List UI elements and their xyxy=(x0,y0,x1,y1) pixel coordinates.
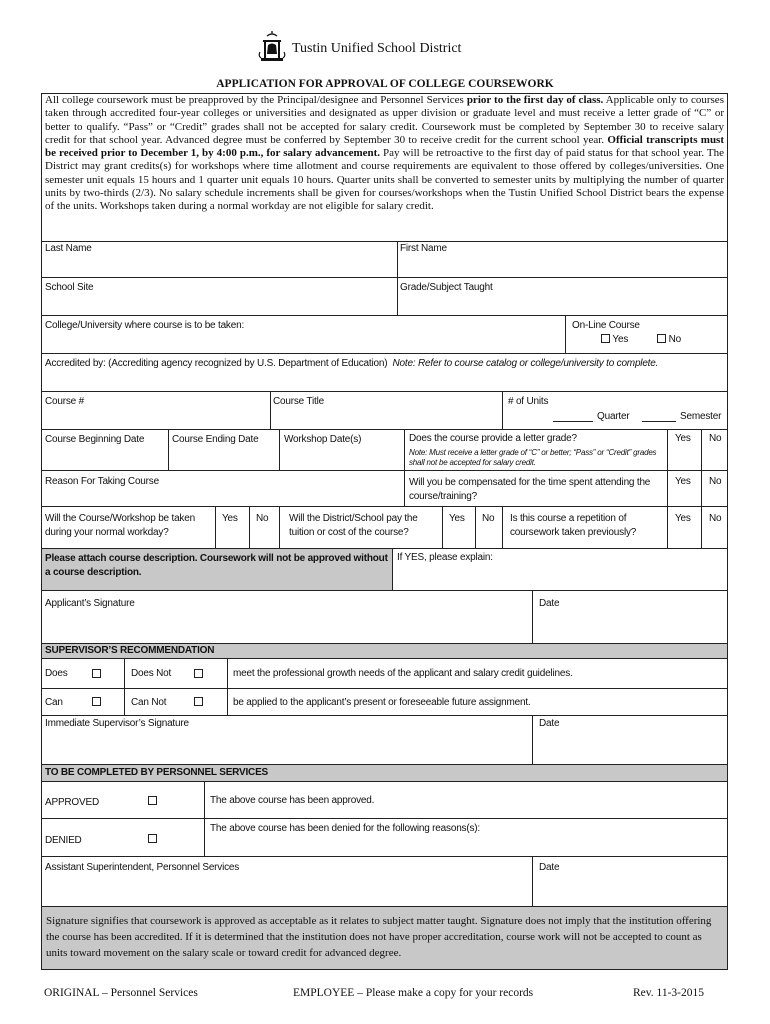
online-no-option[interactable] xyxy=(657,334,681,346)
form-title: APPLICATION FOR APPROVAL OF COLLEGE COURSEWORK xyxy=(216,78,554,90)
district-pay-no[interactable]: No xyxy=(482,513,495,524)
last-name-label: Last Name xyxy=(45,243,92,254)
personnel-date-label: Date xyxy=(539,862,560,873)
footer-original: ORIGINAL – Personnel Services xyxy=(44,987,198,999)
during-workday-yes[interactable]: Yes xyxy=(222,513,238,524)
instructions-text-3: Pay will be retroactive to the first day of paid status for that school year. The District may grant credits(s) for workshops where time allotment and course requirements are equivalent to those offered by colleges/universities. One semester unit equals 15 hours and 1 quarter unit equals 10 hours. Quarter units shall be converted to semester units by multiplying the number of quarter units by two-thirds (2/3). No salary schedule increments shall be given for courses/workshops when the Tustin Unified School District bears the expense of the units. Workshops taken during a normal workday are not eligible for salary credit. xyxy=(45,147,724,213)
accredited-by-row xyxy=(45,358,658,370)
does-not-checkbox[interactable] xyxy=(194,669,203,678)
online-no-label: No xyxy=(668,334,681,345)
accredited-note: Note: Refer to course catalog or college/university to complete. xyxy=(392,358,659,369)
grade-subject-label: Grade/Subject Taught xyxy=(400,282,493,293)
school-site-label: School Site xyxy=(45,282,94,293)
repetition-yes[interactable]: Yes xyxy=(675,513,691,524)
supervisor-signature-label: Immediate Supervisor’s Signature xyxy=(45,718,189,729)
attach-description-note: Please attach course description. Coursework will not be approved without a course description. xyxy=(45,553,388,578)
does-not-label: Does Not xyxy=(131,668,172,679)
can-not-checkbox[interactable] xyxy=(194,697,203,706)
letter-grade-no[interactable]: No xyxy=(709,433,722,444)
repetition-question: Is this course a repetition of coursework taken previously? xyxy=(510,513,637,538)
can-checkbox[interactable] xyxy=(92,697,101,706)
applied-assignment-text: be applied to the applicant’s present or foreseeable future assignment. xyxy=(233,697,531,708)
instructions-bold-2: Official transcripts must be received prior to December 1, by 4:00 p.m., for salary advancement. xyxy=(45,133,725,160)
during-workday-no[interactable]: No xyxy=(256,513,269,524)
course-title-label: Course Title xyxy=(273,396,324,407)
num-units-label: # of Units xyxy=(508,396,549,407)
district-name: Tustin Unified School District xyxy=(292,41,462,56)
semester-label: Semester xyxy=(680,411,722,422)
compensated-question: Will you be compensated for the time spent attending the course/training? xyxy=(409,477,651,502)
end-date-label: Course Ending Date xyxy=(172,434,259,445)
district-pay-yes[interactable]: Yes xyxy=(449,513,465,524)
online-no-checkbox[interactable] xyxy=(657,334,666,343)
letter-grade-question: Does the course provide a letter grade? xyxy=(409,433,577,444)
letter-grade-yes[interactable]: Yes xyxy=(675,433,691,444)
supervisor-heading: SUPERVISOR’S RECOMMENDATION xyxy=(45,645,215,656)
quarter-label: Quarter xyxy=(597,411,630,422)
compensated-no[interactable]: No xyxy=(709,476,722,487)
applicant-date-label: Date xyxy=(539,598,560,609)
online-yes-checkbox[interactable] xyxy=(601,334,610,343)
footer-revision: Rev. 11-3-2015 xyxy=(633,987,705,999)
online-course-label: On-Line Course xyxy=(572,320,640,331)
quarter-blank[interactable] xyxy=(553,421,593,422)
can-label: Can xyxy=(45,697,63,708)
approved-label: APPROVED xyxy=(45,797,99,808)
denied-text: The above course has been denied for the following reasons(s): xyxy=(210,823,480,834)
instructions-text-1: All college coursework must be preapproved by the Principal/designee and Personnel Services xyxy=(45,94,467,106)
signature-disclaimer: Signature signifies that coursework is approved as acceptable as it relates to subject matter taught. Signature does not imply that the institution offering the course has been accredited. If it is determined that the institution does not have proper accreditation, course work will not be accepted to count as units toward movement on the salary scale or toward credit for advanced degree. xyxy=(46,915,712,959)
approved-checkbox[interactable] xyxy=(148,796,157,805)
workshop-dates-label: Workshop Date(s) xyxy=(284,434,362,445)
semester-blank[interactable] xyxy=(642,421,676,422)
bell-tower-logo xyxy=(257,30,287,64)
college-label: College/University where course is to be taken: xyxy=(45,320,245,331)
instructions-bold-1: prior to the first day of class. xyxy=(466,94,604,106)
does-label: Does xyxy=(45,668,68,679)
letter-grade-note: Note: Must receive a letter grade of “C” or better; “Pass” or “Credit” grades shall not be accepted for salary credit. xyxy=(409,448,657,467)
district-pay-question: Will the District/School pay the tuition or cost of the course? xyxy=(289,513,418,538)
denied-checkbox[interactable] xyxy=(148,834,157,843)
supervisor-date-label: Date xyxy=(539,718,560,729)
reason-label: Reason For Taking Course xyxy=(45,476,159,487)
form-header xyxy=(0,30,770,64)
instructions-text-2: Applicable only to courses taken through accredited four-year colleges or universities and designated as upper division or graduate level and must receive a letter grade of “C” or better to qualify. “Pass” or “Credit” grades shall not be accepted for salary credit. Coursework must be completed by September 30 to receive salary credit for that school year. Advanced degree must be conferred by September 30 to receive credit for the current school year. xyxy=(45,94,724,146)
online-yes-label: Yes xyxy=(612,334,629,345)
denied-label: DENIED xyxy=(45,835,82,846)
meet-guidelines-text: meet the professional growth needs of the applicant and salary credit guidelines. xyxy=(233,668,573,679)
can-not-label: Can Not xyxy=(131,697,167,708)
personnel-heading: TO BE COMPLETED BY PERSONNEL SERVICES xyxy=(45,767,269,778)
compensated-yes[interactable]: Yes xyxy=(675,476,691,487)
accredited-by-label: Accredited by: (Accrediting agency recognized by U.S. Department of Education) xyxy=(45,358,388,369)
course-num-label: Course # xyxy=(45,396,84,407)
if-yes-explain-label: If YES, please explain: xyxy=(397,552,493,563)
first-name-label: First Name xyxy=(400,243,447,254)
approved-text: The above course has been approved. xyxy=(210,795,375,806)
instructions-paragraph xyxy=(41,93,728,241)
repetition-no[interactable]: No xyxy=(709,513,722,524)
does-checkbox[interactable] xyxy=(92,669,101,678)
online-yes-option[interactable] xyxy=(601,334,628,346)
during-workday-question: Will the Course/Workshop be taken during your normal workday? xyxy=(45,513,195,538)
applicant-signature-label: Applicant’s Signature xyxy=(45,598,135,609)
asst-superintendent-signature-label: Assistant Superintendent, Personnel Services xyxy=(45,862,240,873)
footer-employee: EMPLOYEE – Please make a copy for your records xyxy=(293,987,534,999)
begin-date-label: Course Beginning Date xyxy=(45,434,145,445)
